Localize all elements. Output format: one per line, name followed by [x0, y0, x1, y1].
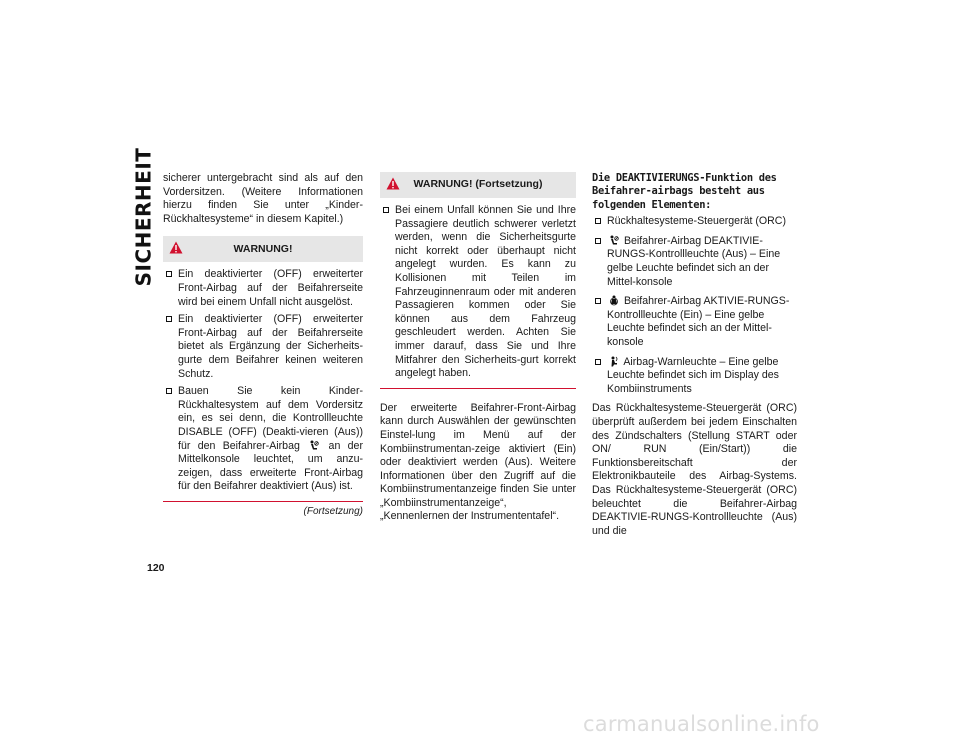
list-item	[592, 356, 797, 397]
column-2	[380, 172, 576, 524]
warning-header	[380, 172, 576, 198]
list-item	[592, 235, 797, 289]
item-text	[607, 356, 797, 397]
warning-box	[163, 236, 363, 502]
checkbox-bullet-icon	[595, 359, 601, 365]
item-text: Rückhaltesysteme-Steuergerät (ORC)	[607, 215, 786, 228]
warning-title: WARNUNG! (Fortsetzung)	[413, 178, 543, 191]
list-item	[163, 313, 363, 381]
body-paragraph: Der erweiterte Beifahrer-Front-Airbag kann durch Auswählen der gewünschten Einstel-lung im Menü auf der Kombiinstrumentan-zeige aktiviert (Ein) oder deaktiviert werden (Aus). Weitere Informationen über den Zugriff auf die Kombiinstrumentanzeige finden Sie unter „Kombiinstrumentanzeige“, „Kennenlernen der Instrumententafel“.	[380, 401, 576, 523]
warning-triangle-icon	[386, 177, 400, 190]
checkbox-bullet-icon	[595, 238, 601, 244]
warning-title: WARNUNG!	[233, 242, 293, 255]
column-3	[592, 172, 797, 538]
item-text	[607, 235, 797, 289]
airbag-off-icon	[309, 440, 319, 451]
warning-body	[380, 198, 576, 388]
item-text	[607, 295, 797, 349]
item-text: Ein deaktivierter (OFF) erweiterter Front-Airbag auf der Beifahrerseite wird bei einem Unfall nicht ausgelöst.	[178, 268, 363, 308]
continued-label: (Fortsetzung)	[303, 505, 363, 517]
item-label: Beifahrer-Airbag AKTIVIE-RUNGS-Kontrollleuchte (Ein) – Eine gelbe Leuchte befindet sich an der Mittel-konsole	[607, 295, 790, 348]
column-1	[163, 172, 363, 518]
item-text-part-b: an der Mittelkonsole leuchtet, um anzu-zeigen, dass erweiterte Front-Airbag für den Beifahrer deaktiviert (Aus) ist.	[178, 439, 363, 493]
checkbox-bullet-icon	[166, 388, 172, 394]
checkbox-bullet-icon	[595, 218, 601, 224]
airbag-warning-icon	[609, 356, 619, 367]
airbag-on-icon	[609, 295, 619, 306]
airbag-off-icon	[609, 235, 619, 246]
section-heading: Die DEAKTIVIERUNGS-Funktion des Beifahrer-airbags besteht aus folgenden Elementen:	[592, 172, 777, 211]
section-title: SICHERHEIT	[131, 147, 155, 287]
item-text: Ein deaktivierter (OFF) erweiterter Front-Airbag auf der Beifahrerseite bietet als Ergänzung der Sicherheits-gurte dem Beifahrer keinen weiteren Schutz.	[178, 313, 363, 380]
checkbox-bullet-icon	[595, 298, 601, 304]
list-item	[380, 204, 576, 381]
warning-header	[163, 236, 363, 262]
page-number: 120	[147, 562, 165, 574]
intro-paragraph: sicherer untergebracht sind als auf den Vordersitzen. (Weitere Informationen hierzu finden Sie unter „Kinder-Rückhaltesysteme“ in diesem Kapitel.)	[163, 172, 363, 225]
warning-body	[163, 262, 363, 501]
element-list	[592, 215, 797, 396]
checkbox-bullet-icon	[383, 207, 389, 213]
item-label: Beifahrer-Airbag DEAKTIVIE-RUNGS-Kontrollleuchte (Aus) – Eine gelbe Leuchte befindet sich an der Mittel-konsole	[607, 234, 781, 288]
body-paragraph: Das Rückhaltesysteme-Steuergerät (ORC) überprüft außerdem bei jedem Einschalten des Zündschalters (Stellung START oder ON/ RUN (Ein/Start)) die Funktionsbereitschaft der Elektronikbauteile des Airbag-Systems. Das Rückhaltesysteme-Steuergerät (ORC) beleuchtet die Beifahrer-Airbag DEAKTIVIE-RUNGS-Kontrollleuchte (Aus) und die	[592, 402, 797, 537]
section-tab	[128, 147, 158, 287]
checkbox-bullet-icon	[166, 271, 172, 277]
item-label: Airbag-Warnleuchte – Eine gelbe Leuchte befindet sich im Display des Kombiinstruments	[607, 355, 779, 395]
warning-box-continued	[380, 172, 576, 389]
list-item	[163, 268, 363, 309]
item-text-part-a: Bauen Sie kein Kinder-Rückhaltesystem auf dem Vordersitz ein, es sei denn, die Kontrollleuchte DISABLE (OFF) (Deakti-vieren (Aus)) für den Beifahrer-Airbag	[178, 385, 363, 452]
checkbox-bullet-icon	[166, 316, 172, 322]
list-item	[163, 385, 363, 494]
list-item	[592, 295, 797, 349]
watermark: carmanualsonline.info	[583, 712, 820, 736]
warning-triangle-icon	[169, 241, 183, 254]
item-text	[178, 385, 363, 494]
list-item	[592, 215, 797, 229]
item-text: Bei einem Unfall können Sie und Ihre Passagiere deutlich schwerer verletzt werden, wenn die Sicherheitsgurte nicht korrekt oder überhaupt nicht angelegt wurden. Es kann zu Kollisionen mit Teilen im Fahrzeuginnenraum oder mit anderen Passagieren kommen oder Sie können aus dem Fahrzeug geschleudert werden. Achten Sie immer darauf, dass Sie und Ihre Mitfahrer den Sicherheits-gurt korrekt angelegt haben.	[395, 204, 576, 380]
